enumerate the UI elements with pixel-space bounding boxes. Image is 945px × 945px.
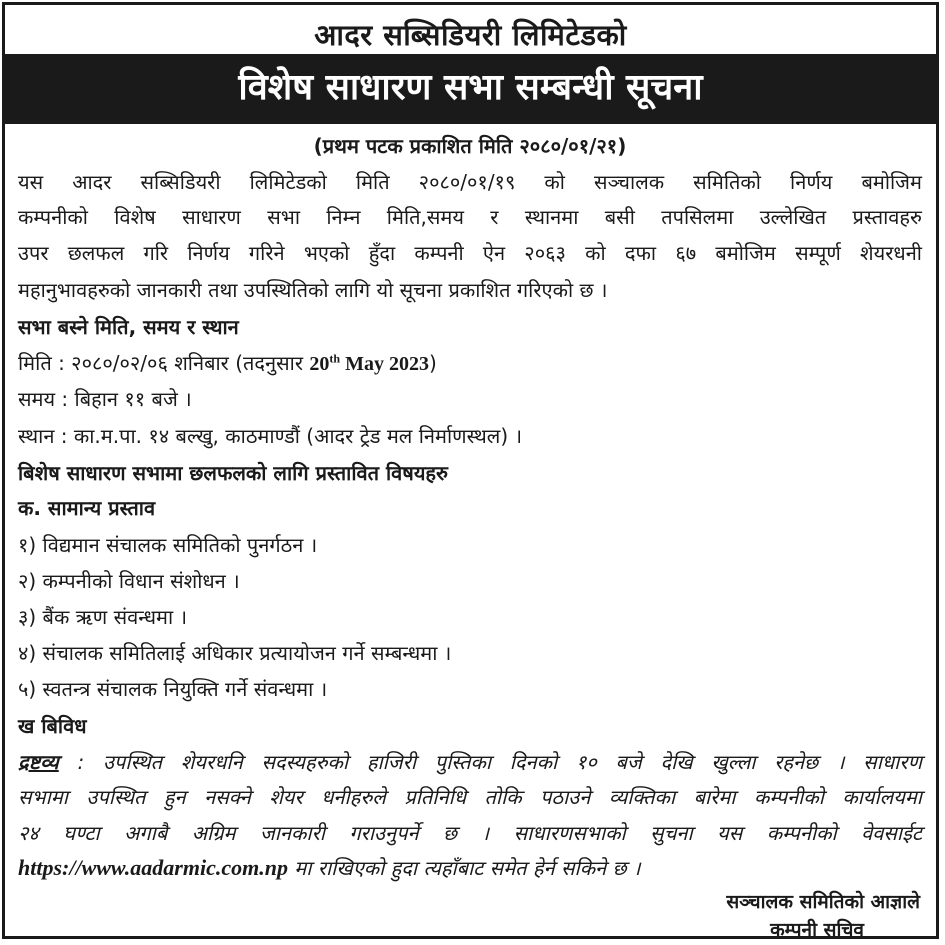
note-text-4: मा राखिएको हुदा त्यहाँबाट समेत हेर्न सकिने छ । [287,856,641,880]
agenda-item: ५) स्वतन्त्र संचालक नियुक्ति गर्ने संवन्धमा । [18,677,328,701]
meeting-date-day: 20 [309,353,330,375]
agenda-heading: बिशेष साधारण सभामा छलफलको लागि प्रस्तावित विषयहरु [18,461,449,485]
note-label: द्रष्टव्य [18,750,59,774]
note-line-2: सभामा उपस्थित हुन नसक्ने शेयर धनीहरुले प्रतिनिधि तोकि पठाउने व्यक्तिका बारेमा कम्पनीको कार्यालयमा [18,785,922,809]
meeting-date-month-year: May 2023 [340,353,429,375]
meeting-date [18,349,922,376]
general-proposal-heading: क. सामान्य प्रस्ताव [18,496,156,520]
intro-line-1: यस आदर सब्सिडियरी लिमिटेडको मिति २०८०/०१/१९ को सञ्चालक समितिको निर्णय बमोजिम [18,170,922,194]
note-line-3: २४ घण्टा अगाबै अग्रिम जानकारी गराउनुपर्ने छ । साधारणसभाको सुचना यस कम्पनीको वेवसाईट [18,821,922,845]
notice-title-banner: विशेष साधारण सभा सम्बन्धी सूचना [5,54,936,124]
website-link[interactable]: https://www.aadarmic.com.np [18,855,288,880]
note-text-1: : उपस्थित शेयरधनि सदस्यहरुको हाजिरी पुस्तिका दिनको १० बजे देखि खुल्ला रहनेछ । साधारण [58,750,922,774]
intro-line-4: महानुभावहरुको जानकारी तथा उपस्थितिको लागि यो सूचना प्रकाशित गरिएको छ । [18,278,608,302]
misc-heading: ख बिविध [18,714,87,738]
meeting-heading: सभा बस्ने मिति, समय र स्थान [18,315,239,339]
note-line-1 [18,748,922,775]
note-line-4 [18,854,922,881]
notice-frame [2,2,939,939]
meeting-date-prefix: मिति : २०८०/०२/०६ शनिबार (तदनुसार [18,351,310,375]
meeting-date-suffix-th: th [329,351,341,366]
intro-line-2: कम्पनीको विशेष साधारण सभा निम्न मिति,समय र स्थानमा बसी तपसिलमा उल्लेखित प्रस्तावहरु [18,205,922,229]
signature-authority: सञ्चालक समितिको आज्ञाले [726,891,920,913]
intro-line-3: उपर छलफल गरि निर्णय गरिने भएको हुँदा कम्पनी ऐन २०६३ को दफा ६७ बमोजिम सम्पूर्ण शेयरधनी [18,241,922,265]
publication-date: (प्रथम पटक प्रकाशित मिति २०८०/०१/२१) [313,134,627,158]
meeting-date-close: ) [428,351,437,375]
meeting-venue: स्थान : का.म.पा. १४ बल्खु, काठमाण्डौं (आदर ट्रेड मल निर्माणस्थल) । [18,424,523,448]
company-name: आदर सब्सिडियरी लिमिटेडको [314,18,627,52]
agenda-item: २) कम्पनीको विधान संशोधन । [18,569,240,593]
agenda-item: ४) संचालक समितिलाई अधिकार प्रत्यायोजन गर्ने सम्बन्धमा । [18,641,452,665]
meeting-time: समय : बिहान ११ बजे । [18,387,192,411]
signature-title: कम्पनी सचिव [770,919,864,941]
agenda-item: ३) बैंक ऋण संवन्धमा । [18,605,188,629]
agenda-item: १) विद्यमान संचालक समितिको पुनर्गठन । [18,533,318,557]
